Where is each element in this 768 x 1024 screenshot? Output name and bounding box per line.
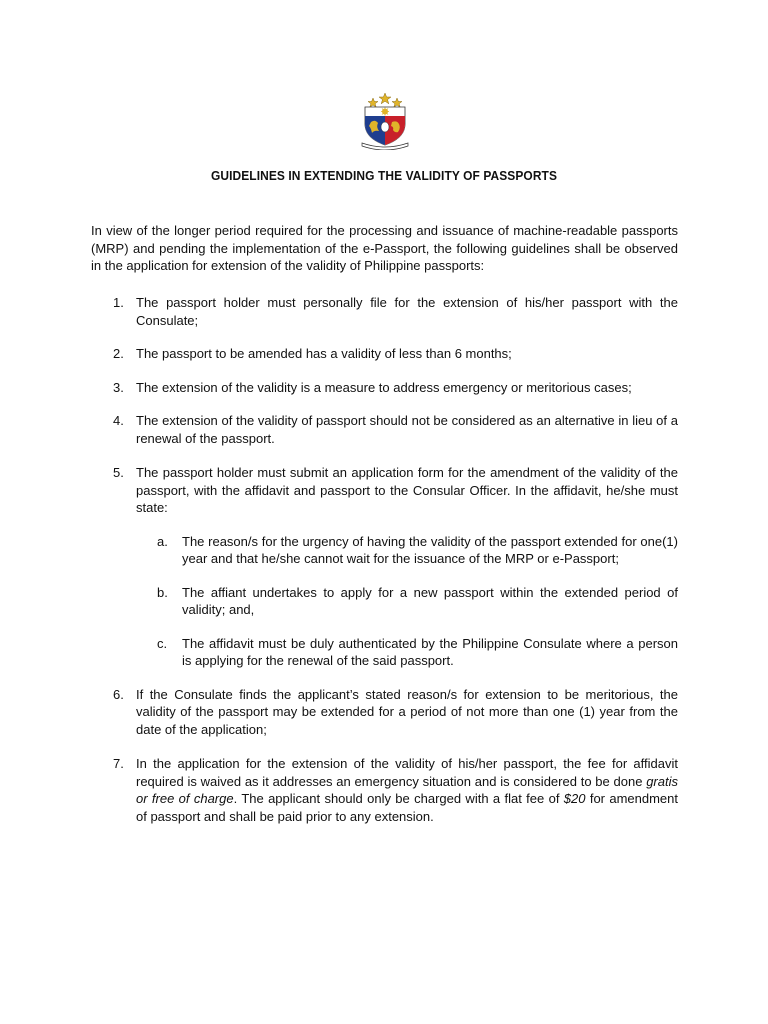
item-text: The extension of the validity is a measure to address emergency or meritorious cases; (136, 379, 632, 395)
list-item (91, 755, 678, 825)
list-item (91, 294, 678, 329)
item-text-part: . The applicant should only be charged with a flat fee of (233, 791, 564, 806)
sub-item-text: The affidavit must be duly authenticated by the Philippine Consulate where a person is applying for the renewal of the said passport. (182, 635, 678, 668)
item-text-emphasis: gratis or free of charge (136, 773, 678, 806)
item-number: 6. (113, 686, 124, 702)
item-text: The passport to be amended has a validity of less than 6 months; (136, 346, 512, 361)
sub-list-item (91, 635, 678, 670)
philippine-coat-of-arms-icon (358, 92, 412, 150)
document-title: GUIDELINES IN EXTENDING THE VALIDITY OF PASSPORTS (210, 168, 558, 183)
list-item (91, 379, 678, 397)
intro-paragraph: In view of the longer period required for the processing and issuance of machine-readable passports (MRP) and pending the implementation of the e-Passport, the following guidelines shall be observed in the application for extension of the validity of Philippine passports: (91, 223, 678, 273)
item-number: 1. (113, 295, 124, 310)
item-text: The passport holder must submit an application form for the amendment of the validity of the passport, with the affidavit and passport to the Consular Officer. In the affidavit, he/she must state: (136, 465, 678, 515)
sub-item-text: The reason/s for the urgency of having the validity of the passport extended for one(1) year and that he/she cannot wait for the issuance of the MRP or e-Passport; (182, 533, 678, 566)
item-text: The passport holder must personally file for the extension of his/her passport with the Consulate; (136, 295, 678, 328)
item-text: The extension of the validity of passport should not be considered as an alternative in lieu of a renewal of the passport. (136, 413, 678, 446)
list-item (91, 686, 678, 739)
item-text-part: for amendment of passport and shall be paid prior to any extension. (136, 791, 678, 824)
list-item (91, 412, 678, 447)
sub-item-letter: a. (157, 533, 168, 549)
list-item (91, 345, 678, 363)
item-number: 4. (113, 413, 124, 428)
item-text-emphasis: $20 (563, 791, 586, 806)
sub-list-item (91, 584, 678, 619)
sub-item-letter: c. (157, 635, 168, 651)
item-number: 2. (113, 346, 124, 361)
item-number: 5. (113, 465, 124, 480)
sub-item-letter: b. (157, 584, 168, 600)
guidelines-list (91, 294, 678, 825)
item-text-part: In the application for the extension of the validity of his/her passport, the fee for affidavit required is waived as it addresses an emergency situation and is considered to be done (136, 756, 678, 789)
list-item (91, 464, 678, 517)
item-text: If the Consulate finds the applicant’s stated reason/s for extension to be meritorious, the validity of the passport may be extended for a period of not more than one (1) year from the date of the application; (136, 686, 678, 737)
sub-item-text: The affiant undertakes to apply for a new passport within the extended period of validity; and, (182, 584, 678, 617)
item-number: 7. (113, 756, 124, 771)
item-number: 3. (113, 379, 124, 395)
sub-list-item (91, 533, 678, 568)
item-text (136, 755, 678, 825)
